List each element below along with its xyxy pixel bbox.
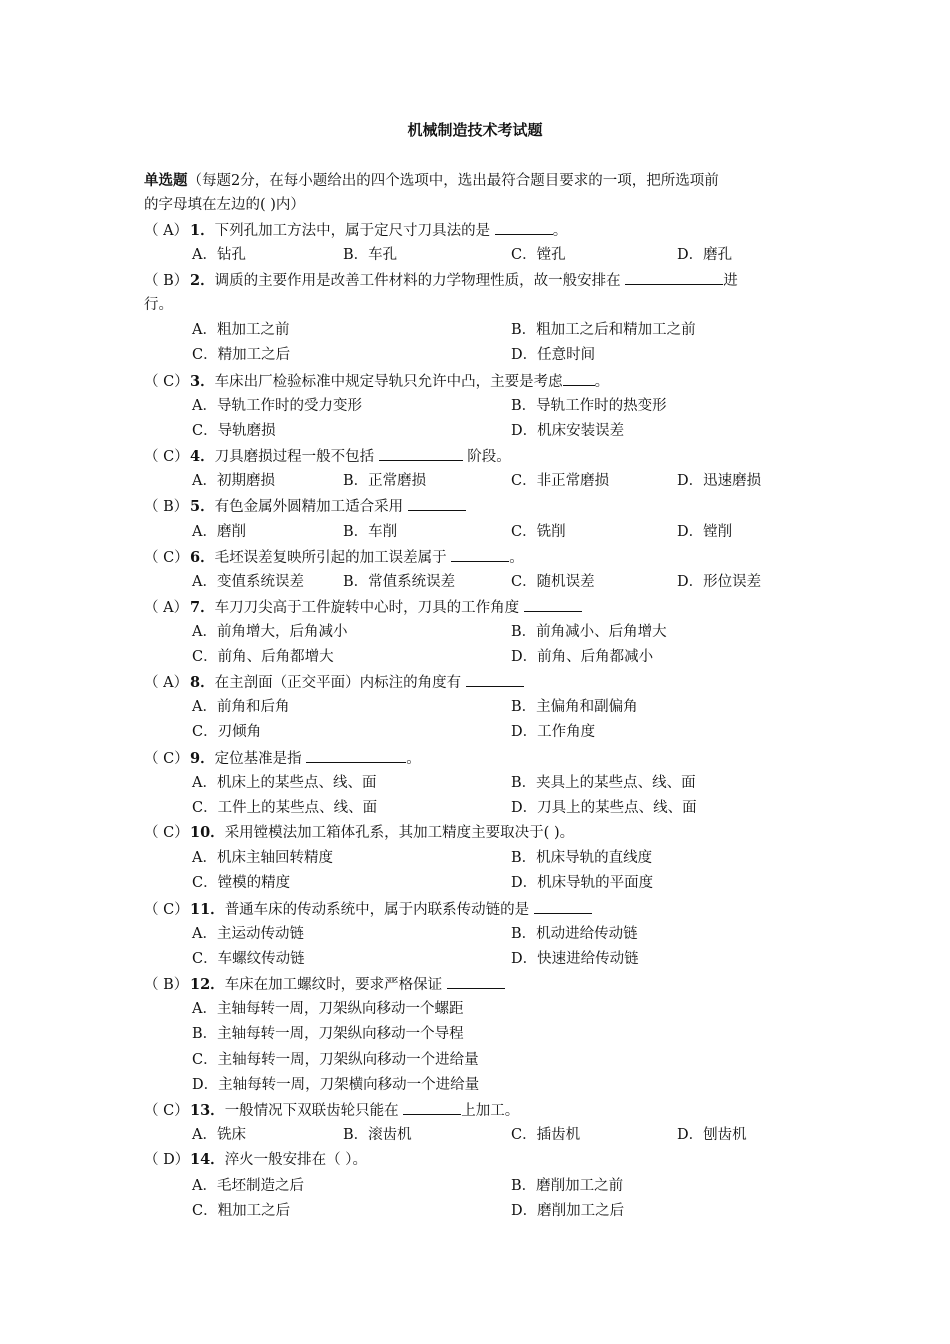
answer-blank — [534, 899, 592, 914]
option-b: B．常值系统误差 — [343, 574, 456, 590]
question-text: 车刀刀尖高于工件旋转中心时，刀具的工作角度 — [214, 600, 524, 616]
answer-blank — [625, 270, 723, 285]
section-instruction-2: 的字母填在左边的( )内） — [144, 197, 305, 213]
option-c: C．主轴每转一周，刀架纵向移动一个进给量 — [192, 1052, 479, 1068]
question-number: 5． — [190, 498, 215, 515]
option-d: D．刀具上的某些点、线、面 — [511, 800, 697, 816]
option-d: D．磨孔 — [677, 247, 733, 263]
option-c: C．粗加工之后 — [192, 1203, 291, 1219]
option-b: B．主轴每转一周，刀架纵向移动一个导程 — [192, 1026, 464, 1042]
option-d: D．机床导轨的平面度 — [511, 875, 654, 891]
question-4-stem — [144, 446, 511, 467]
option-c: C．车螺纹传动链 — [192, 951, 305, 967]
question-text: 采用镗模法加工箱体孔系，其加工精度主要取决于( )。 — [224, 825, 575, 841]
question-number: 14． — [190, 1151, 225, 1168]
option-b: B．主偏角和副偏角 — [511, 699, 638, 715]
question-3-stem — [144, 371, 609, 392]
option-c: C．工件上的某些点、线、面 — [192, 800, 378, 816]
answer-blank — [524, 597, 582, 612]
question-12-stem — [144, 974, 505, 995]
question-1-stem — [144, 220, 567, 241]
option-c: C．导轨磨损 — [192, 423, 276, 439]
question-number: 12． — [190, 976, 225, 993]
question-14-stem — [144, 1150, 367, 1170]
question-10-stem — [144, 823, 574, 843]
section-instruction-1: （每题2分，在每小题给出的四个选项中，选出最符合题目要求的一项，把所选项前 — [187, 173, 719, 189]
answer-marker: （ B） — [144, 977, 189, 993]
option-a: A．主轴每转一周，刀架纵向移动一个螺距 — [192, 1001, 464, 1017]
option-a: A．前角增大，后角减小 — [192, 624, 348, 640]
section-heading: 单选题 — [144, 172, 188, 189]
option-a: A．导轨工作时的受力变形 — [192, 398, 362, 414]
answer-blank — [563, 371, 595, 386]
question-text: 淬火一般安排在（ ）。 — [224, 1152, 368, 1168]
question-2-stem-cont: 行。 — [144, 297, 173, 313]
question-number: 4． — [190, 448, 215, 465]
option-d: D．刨齿机 — [677, 1127, 747, 1143]
option-a: A．毛坯制造之后 — [192, 1178, 304, 1194]
option-c: C．镗模的精度 — [192, 875, 291, 891]
answer-blank — [306, 748, 406, 763]
question-number: 9． — [190, 750, 215, 767]
question-text: 有色金属外圆精加工适合采用 — [214, 499, 408, 515]
answer-marker: （ C） — [144, 449, 189, 465]
answer-blank — [447, 974, 505, 989]
answer-marker: （ C） — [144, 550, 189, 566]
question-number: 3． — [190, 373, 215, 390]
option-a: A．铣床 — [192, 1127, 246, 1143]
answer-marker: （ D） — [144, 1152, 190, 1168]
question-text: 普通车床的传动系统中，属于内联系传动链的是 — [224, 902, 534, 918]
question-6-stem — [144, 547, 524, 568]
option-b: B．车削 — [343, 524, 398, 540]
question-number: 2． — [190, 272, 215, 289]
option-b: B．正常磨损 — [343, 473, 427, 489]
question-5-stem — [144, 496, 466, 517]
option-c: C．精加工之后 — [192, 347, 291, 363]
question-text: 刀具磨损过程一般不包括 — [214, 449, 379, 465]
answer-marker: （ C） — [144, 1103, 189, 1119]
option-a: A．钻孔 — [192, 247, 246, 263]
question-number: 1． — [190, 222, 215, 239]
question-text-after: 。 — [594, 374, 610, 390]
answer-marker: （ B） — [144, 273, 189, 289]
option-c: C．铣削 — [511, 524, 566, 540]
option-a: A．初期磨损 — [192, 473, 275, 489]
answer-blank — [451, 547, 509, 562]
option-d: D．机床安装误差 — [511, 423, 625, 439]
question-text: 车床出厂检验标准中规定导轨只允许中凸，主要是考虑 — [214, 374, 563, 390]
option-a: A．机床主轴回转精度 — [192, 850, 333, 866]
section-intro-line2 — [144, 195, 305, 215]
question-number: 11． — [190, 901, 225, 918]
question-number: 10． — [190, 824, 225, 841]
question-9-stem — [144, 748, 421, 769]
option-b: B．车孔 — [343, 247, 398, 263]
answer-marker: （ C） — [144, 825, 189, 841]
option-a: A．粗加工之前 — [192, 322, 290, 338]
answer-marker: （ C） — [144, 751, 189, 767]
section-intro-line1 — [144, 171, 719, 191]
question-text-after: 上加工。 — [461, 1103, 520, 1119]
option-c: C．刃倾角 — [192, 724, 262, 740]
answer-blank — [495, 220, 553, 235]
option-a: A．前角和后角 — [192, 699, 290, 715]
question-text-after: 。 — [406, 751, 421, 767]
option-c: C．非正常磨损 — [511, 473, 610, 489]
option-d: D．任意时间 — [511, 347, 596, 363]
question-text-after: 。 — [509, 550, 524, 566]
question-number: 6． — [190, 549, 215, 566]
option-d: D．形位误差 — [677, 574, 762, 590]
question-text-after: 进 — [723, 273, 738, 289]
option-c: C．插齿机 — [511, 1127, 581, 1143]
option-c: C．随机误差 — [511, 574, 595, 590]
option-d: D．快速进给传动链 — [511, 951, 639, 967]
question-8-stem — [144, 672, 524, 693]
option-d: D．镗削 — [677, 524, 733, 540]
option-d: D．磨削加工之后 — [511, 1203, 625, 1219]
option-a: A．主运动传动链 — [192, 926, 304, 942]
option-b: B．磨削加工之前 — [511, 1178, 624, 1194]
option-a: A．变值系统误差 — [192, 574, 304, 590]
answer-marker: （ A） — [144, 675, 189, 691]
question-text: 下列孔加工方法中，属于定尺寸刀具法的是 — [214, 223, 495, 239]
question-13-stem — [144, 1100, 519, 1121]
question-text: 在主剖面（正交平面）内标注的角度有 — [214, 675, 466, 691]
page-title: 机械制造技术考试题 — [407, 121, 543, 139]
answer-marker: （ A） — [144, 600, 189, 616]
option-c: C．镗孔 — [511, 247, 566, 263]
question-number: 8． — [190, 674, 215, 691]
answer-marker: （ A） — [144, 223, 189, 239]
question-text: 毛坯误差复映所引起的加工误差属于 — [214, 550, 452, 566]
option-c: C．前角、后角都增大 — [192, 649, 334, 665]
answer-blank — [379, 446, 463, 461]
question-text: 车床在加工螺纹时，要求严格保证 — [224, 977, 447, 993]
question-text-after: 阶段。 — [462, 449, 511, 465]
option-b: B．机床导轨的直线度 — [511, 850, 653, 866]
option-b: B．夹具上的某些点、线、面 — [511, 775, 696, 791]
option-b: B．机动进给传动链 — [511, 926, 638, 942]
question-text: 调质的主要作用是改善工件材料的力学物理性质，故一般安排在 — [214, 273, 626, 289]
option-b: B．粗加工之后和精加工之前 — [511, 322, 696, 338]
option-b: B．导轨工作时的热变形 — [511, 398, 667, 414]
option-b: B．前角减小、后角增大 — [511, 624, 667, 640]
answer-blank — [466, 672, 524, 687]
question-text: 一般情况下双联齿轮只能在 — [224, 1103, 404, 1119]
question-2-stem — [144, 270, 738, 291]
question-7-stem — [144, 597, 582, 618]
answer-marker: （ C） — [144, 374, 189, 390]
option-a: A．机床上的某些点、线、面 — [192, 775, 377, 791]
answer-blank — [403, 1100, 461, 1115]
option-d: D．前角、后角都减小 — [511, 649, 654, 665]
option-d: D．迅速磨损 — [677, 473, 762, 489]
answer-marker: （ C） — [144, 902, 189, 918]
answer-marker: （ B） — [144, 499, 189, 515]
question-number: 13． — [190, 1102, 225, 1119]
option-d: D．工作角度 — [511, 724, 596, 740]
answer-blank — [408, 496, 466, 511]
question-number: 7． — [190, 599, 215, 616]
option-a: A．磨削 — [192, 524, 246, 540]
question-11-stem — [144, 899, 592, 920]
option-d: D．主轴每转一周，刀架横向移动一个进给量 — [192, 1077, 480, 1093]
question-text: 定位基准是指 — [214, 751, 307, 767]
question-text-after: 。 — [552, 223, 568, 239]
option-b: B．滚齿机 — [343, 1127, 412, 1143]
